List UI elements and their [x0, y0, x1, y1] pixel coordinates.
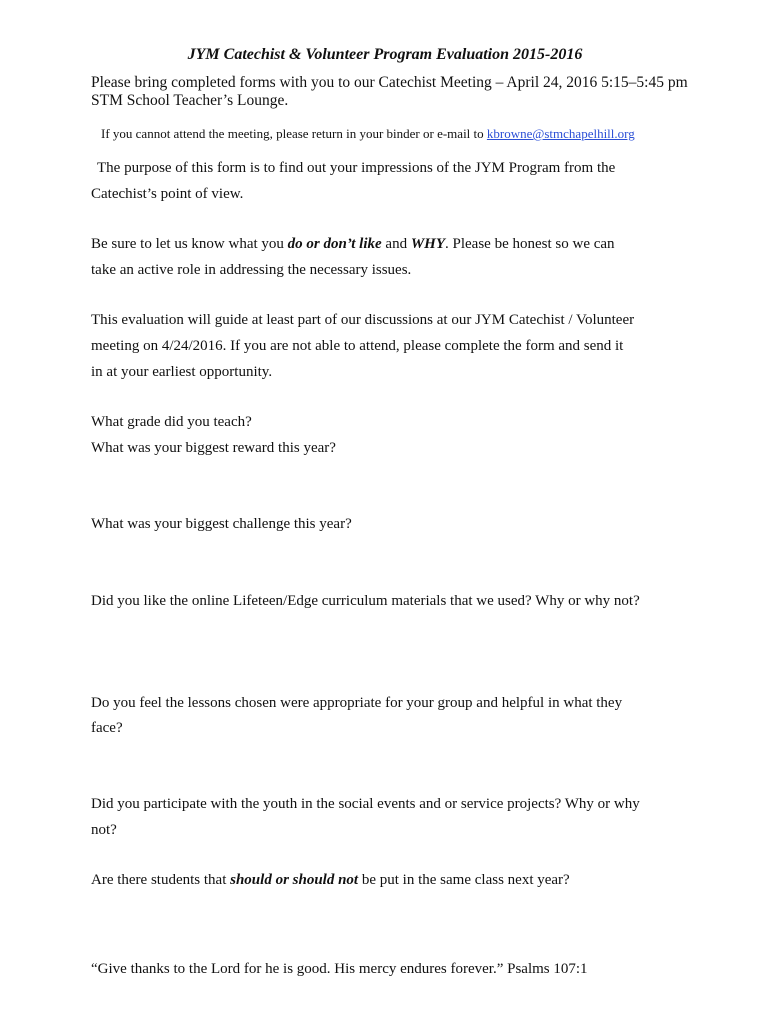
- students-suffix: be put in the same class next year?: [358, 872, 570, 888]
- honest-line-2: take an active role in addressing the necessary issues.: [91, 262, 412, 278]
- page-title: JYM Catechist & Volunteer Program Evaluation 2015-2016: [187, 46, 583, 63]
- question-curriculum: Did you like the online Lifeteen/Edge curriculum materials that we used? Why or why not?: [91, 593, 640, 609]
- guide-line-1: This evaluation will guide at least part of our discussions at our JYM Catechist / Volunteer: [91, 312, 635, 328]
- question-lessons-line-2: face?: [91, 720, 123, 736]
- honest-emphasis-2: WHY: [410, 236, 446, 252]
- honest-line-1: [91, 236, 615, 253]
- intro-line-1: Please bring completed forms with you to our Catechist Meeting – April 24, 2016 5:15–5:45 pm: [91, 74, 688, 91]
- question-grade: What grade did you teach?: [91, 414, 252, 430]
- students-emphasis: should or should not: [230, 872, 359, 888]
- closing-quote: “Give thanks to the Lord for he is good. His mercy endures forever.” Psalms 107:1: [91, 961, 588, 977]
- question-social-line-2: not?: [91, 822, 117, 838]
- honest-mid: and: [381, 236, 411, 252]
- question-challenge: What was your biggest challenge this year?: [91, 516, 352, 532]
- students-prefix: Are there students that: [91, 872, 231, 888]
- honest-prefix: Be sure to let us know what you: [91, 236, 288, 252]
- guide-line-2: meeting on 4/24/2016. If you are not able to attend, please complete the form and send it: [91, 338, 624, 354]
- honest-suffix: . Please be honest so we can: [445, 236, 615, 252]
- return-instructions: [101, 126, 635, 142]
- honest-emphasis-1: do or don’t like: [287, 236, 382, 252]
- question-social-line-1: Did you participate with the youth in the social events and or service projects? Why or why: [91, 796, 640, 812]
- question-lessons-line-1: Do you feel the lessons chosen were appropriate for your group and helpful in what they: [91, 695, 623, 711]
- purpose-line-2: Catechist’s point of view.: [91, 186, 244, 202]
- question-students: [91, 872, 570, 889]
- return-prefix: If you cannot attend the meeting, please return in your binder or e-mail to: [101, 126, 487, 141]
- purpose-line-1: The purpose of this form is to find out your impressions of the JYM Program from the: [97, 160, 616, 176]
- email-link[interactable]: kbrowne@stmchapelhill.org: [486, 126, 635, 141]
- guide-line-3: in at your earliest opportunity.: [91, 364, 273, 380]
- intro-line-2: STM School Teacher’s Lounge.: [91, 92, 289, 109]
- question-reward: What was your biggest reward this year?: [91, 440, 336, 456]
